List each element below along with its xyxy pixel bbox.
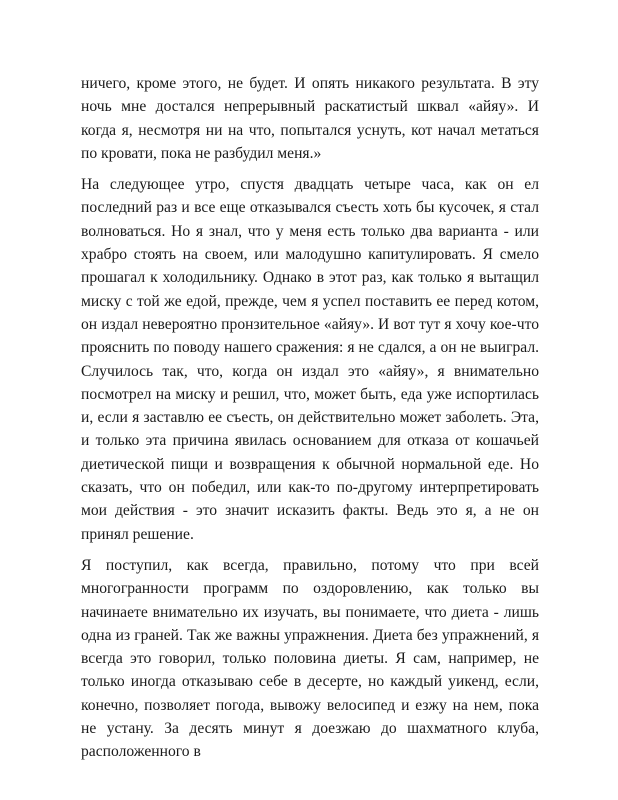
paragraph-2: На следующее утро, спустя двадцать четыре часа, как он ел последний раз и все еще отказывался съесть хоть бы кусочек, я стал волноваться. Но я знал, что у меня есть только два варианта - или храбро стоять на своем, или малодушно капитулировать. Я смело прошагал к холодильнику. Однако в этот раз, как только я вытащил миску с той же едой, прежде, чем я успел поставить ее перед котом, он издал невероятно пронзительное «айяу». И вот тут я хочу кое-что прояснить по поводу нашего сражения: я не сдался, а он не выиграл. Случилось так, что, когда он издал это «айяу», я внимательно посмотрел на миску и решил, что, может быть, еда уже испортилась и, если я заставлю ее съесть, он действительно может заболеть. Эта, и только эта причина явилась основанием для отказа от кошачьей диетической пищи и возвращения к обычной нормальной еде. Но сказать, что он победил, или как-то по-другому интерпретировать мои действия - это значит исказить факты. Ведь это я, а не он принял решение. — [81, 176, 539, 543]
paragraph-3: Я поступил, как всегда, правильно, потому что при всей многогранности программ по оздоровлению, как только вы начинаете внимательно их изучать, вы понимаете, что диета - лишь одна из граней. Так же важны упражнения. Диета без упражнений, я всегда это говорил, только половина диеты. Я сам, например, не только иногда отказываю себе в десерте, но каждый уикенд, если, конечно, позволяет погода, вывожу велосипед и езжу на нем, пока не устану. За десять минут я доезжаю до шахматного клуба, расположенного в — [81, 556, 539, 761]
paragraph-1: ничего, кроме этого, не будет. И опять никакого результата. В эту ночь мне достался непрерывный раскатистый шквал «айяу». И когда я, несмотря ни на что, попытался уснуть, кот начал метаться по кровати, пока не разбудил меня.» — [81, 75, 539, 162]
body-text — [81, 72, 539, 772]
